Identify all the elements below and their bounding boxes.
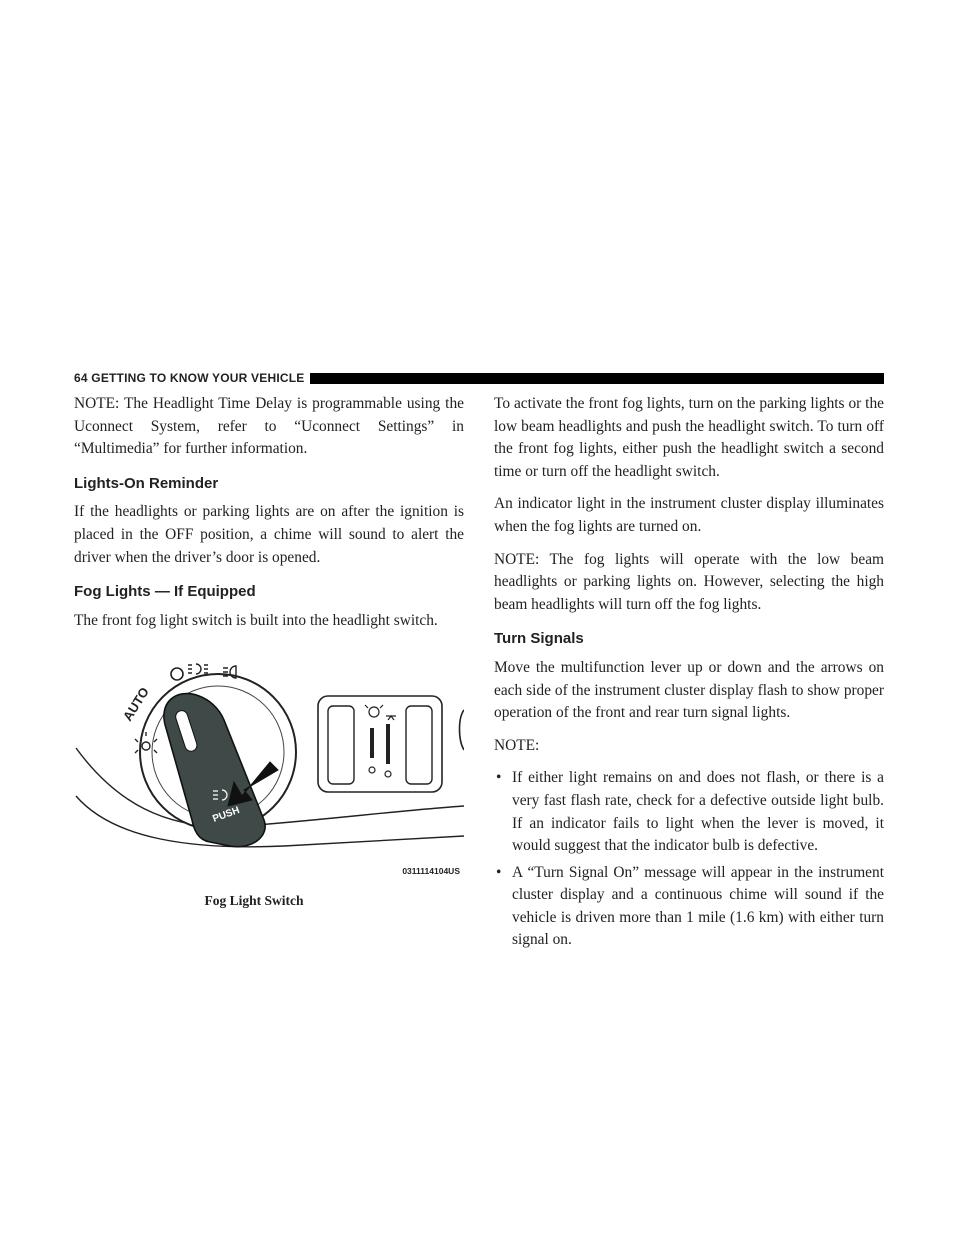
dimmer-indicator-left (370, 728, 374, 758)
turn-signal-notes (494, 767, 884, 952)
page-number-section-title: 64 GETTING TO KNOW YOUR VEHICLE (74, 371, 305, 385)
list-item: • If either light remains on and does not flash, or there is a very fast flash rate, check for a defective outside light bulb. If an indicator fails to light when the lever is moved, it would suggest that the indicator bulb is defective. (494, 767, 884, 857)
left-column (74, 393, 464, 913)
figure-code: 0311114104US (402, 866, 460, 877)
figure-caption: Fog Light Switch (204, 893, 304, 909)
header-rule (310, 373, 884, 384)
note-fog-operation (494, 549, 884, 617)
paragraph-lights-on-reminder: If the headlights or parking lights are on after the ignition is placed in the OFF position, a chime will sound to alert the driver when the driver’s door is opened. (74, 503, 464, 566)
note-label-turn-signals: NOTE: (494, 736, 540, 754)
fog-light-switch-illustration (74, 650, 464, 888)
paragraph-activate-fog: To activate the front fog lights, turn on the parking lights or the low beam headlights and push the headlight switch. To turn off the front fog lights, either push the headlight switch a second time or turn off the headlight switch. (494, 395, 884, 480)
note-label: NOTE: (494, 550, 540, 568)
left-thumbwheel (328, 706, 354, 784)
auto-label: AUTO (119, 684, 152, 724)
page-header (74, 370, 884, 386)
right-thumbwheel (406, 706, 432, 784)
list-item: • A “Turn Signal On” message will appear in the instrument cluster display and a continuous chime will sound if the vehicle is driven more than 1 mile (1.6 km) with either turn signal on. (494, 862, 884, 952)
note-text: The fog lights will operate with the low beam headlights or parking lights on. However, selecting the high beam headlights will turn off the fog lights. (494, 550, 884, 613)
heading-fog-lights: Fog Lights — If Equipped (74, 583, 256, 601)
note-label: NOTE: (74, 395, 120, 412)
heading-turn-signals: Turn Signals (494, 630, 584, 648)
fog-light-switch-figure (74, 650, 464, 888)
note-headlight-delay (74, 393, 464, 461)
dimmer-indicator-right (386, 724, 390, 764)
parking-light-icon (188, 664, 208, 674)
push-label: PUSH (211, 805, 242, 826)
paragraph-indicator-light: An indicator light in the instrument cluster display illuminates when the fog lights are turned on. (494, 495, 884, 535)
heading-lights-on-reminder: Lights-On Reminder (74, 474, 219, 492)
paragraph-turn-signals: Move the multifunction lever up or down and the arrows on each side of the instrument cluster display flash to show proper operation of the front and rear turn signal lights. (494, 658, 884, 722)
off-position-icon (171, 668, 183, 680)
note-text: The Headlight Time Delay is programmable using the Uconnect System, refer to “Uconnect Settings” in “Multimedia” for further information. (74, 395, 464, 458)
right-column (494, 393, 884, 956)
paragraph-fog-switch: The front fog light switch is built into the headlight switch. (74, 611, 438, 629)
